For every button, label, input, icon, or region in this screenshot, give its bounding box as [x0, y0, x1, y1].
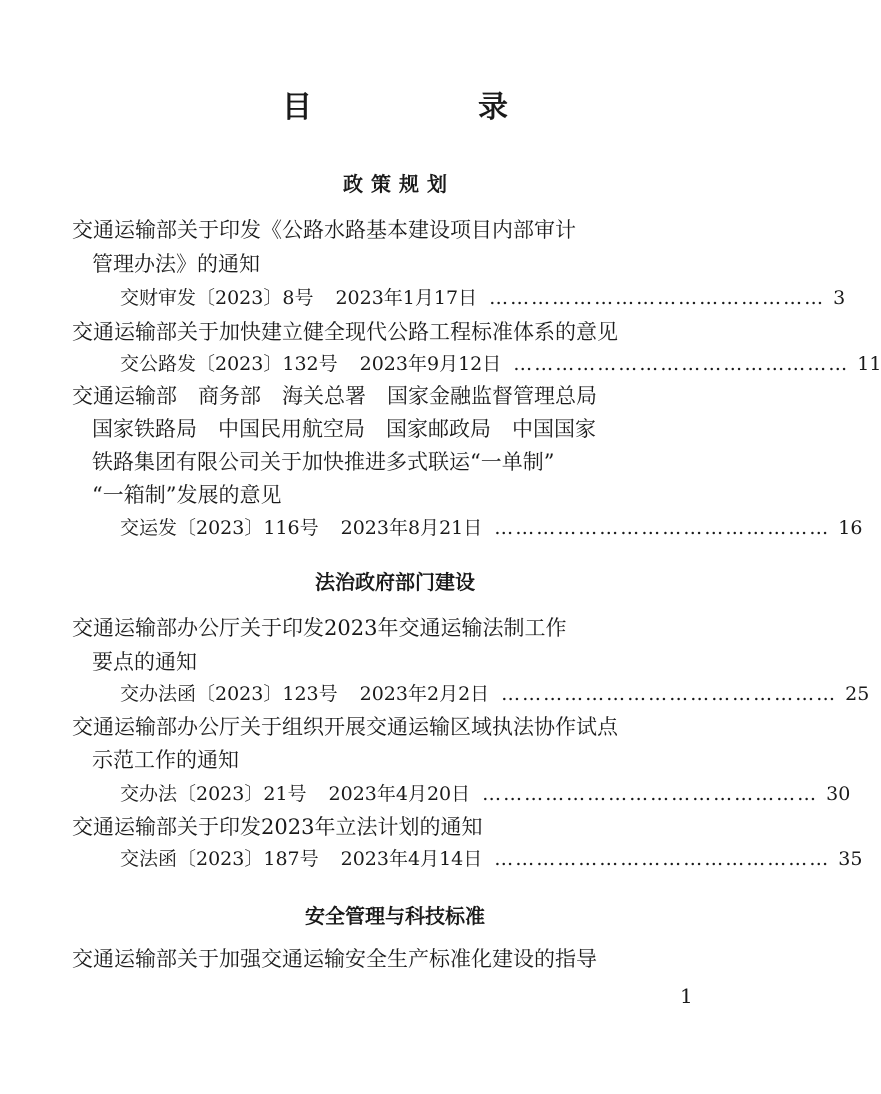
page-ref[interactable]: 11 — [857, 353, 881, 375]
toc-entry-title[interactable]: 交通运输部关于印发《公路水路基本建设项目内部审计 — [72, 218, 576, 242]
toc-entry-title[interactable]: “一箱制”发展的意见 — [92, 483, 282, 507]
page-ref[interactable]: 16 — [838, 517, 863, 539]
toc-entry-title[interactable]: 铁路集团有限公司关于加快推进多式联运“一单制” — [92, 450, 555, 474]
page-title: 目 录 — [282, 90, 576, 125]
doc-number: 交办法函〔2023〕123号 — [120, 683, 338, 705]
page-ref[interactable]: 30 — [826, 783, 851, 805]
toc-entry-reference — [120, 680, 870, 708]
dot-leader: ………………………………………… — [482, 783, 819, 805]
dot-leader: ………………………………………… — [494, 517, 831, 539]
section-heading: 政策规划 — [343, 172, 455, 196]
doc-number: 交运发〔2023〕116号 — [120, 517, 319, 539]
toc-entry-reference — [120, 845, 863, 873]
toc-entry-reference — [120, 350, 881, 378]
doc-number: 交公路发〔2023〕132号 — [120, 353, 338, 375]
toc-entry-reference — [120, 284, 846, 312]
toc-entry-title[interactable]: 交通运输部关于加强交通运输安全生产标准化建设的指导 — [72, 947, 597, 971]
toc-entry-reference — [120, 780, 851, 808]
toc-entry-title[interactable]: 交通运输部办公厅关于组织开展交通运输区域执法协作试点 — [72, 715, 618, 739]
doc-number: 交财审发〔2023〕8号 — [120, 287, 314, 309]
dot-leader: ………………………………………… — [513, 353, 850, 375]
doc-date: 2023年2月2日 — [359, 683, 490, 705]
toc-entry-title[interactable]: 交通运输部 商务部 海关总署 国家金融监督管理总局 — [72, 384, 597, 408]
page-number: 1 — [680, 984, 693, 1008]
doc-date: 2023年4月20日 — [328, 783, 471, 805]
dot-leader: ………………………………………… — [494, 848, 831, 870]
toc-entry-title[interactable]: 管理办法》的通知 — [92, 252, 260, 276]
toc-entry-title[interactable]: 交通运输部关于印发2023年立法计划的通知 — [72, 815, 483, 839]
toc-entry-reference — [120, 514, 863, 542]
dot-leader: ………………………………………… — [501, 683, 838, 705]
toc-entry-title[interactable]: 国家铁路局 中国民用航空局 国家邮政局 中国国家 — [92, 417, 596, 441]
doc-number: 交办法〔2023〕21号 — [120, 783, 307, 805]
doc-date: 2023年4月14日 — [340, 848, 483, 870]
doc-date: 2023年8月21日 — [340, 517, 483, 539]
toc-entry-title[interactable]: 要点的通知 — [92, 650, 197, 674]
toc-entry-title[interactable]: 交通运输部关于加快建立健全现代公路工程标准体系的意见 — [72, 320, 618, 344]
toc-entry-title[interactable]: 交通运输部办公厅关于印发2023年交通运输法制工作 — [72, 616, 567, 640]
toc-entry-title[interactable]: 示范工作的通知 — [92, 748, 239, 772]
doc-date: 2023年1月17日 — [335, 287, 478, 309]
section-heading: 法治政府部门建设 — [315, 570, 475, 594]
dot-leader: ………………………………………… — [489, 287, 826, 309]
doc-number: 交法函〔2023〕187号 — [120, 848, 319, 870]
page-ref[interactable]: 3 — [833, 287, 846, 309]
doc-date: 2023年9月12日 — [359, 353, 502, 375]
page-ref[interactable]: 25 — [845, 683, 870, 705]
page-ref[interactable]: 35 — [838, 848, 863, 870]
section-heading: 安全管理与科技标准 — [305, 904, 485, 928]
